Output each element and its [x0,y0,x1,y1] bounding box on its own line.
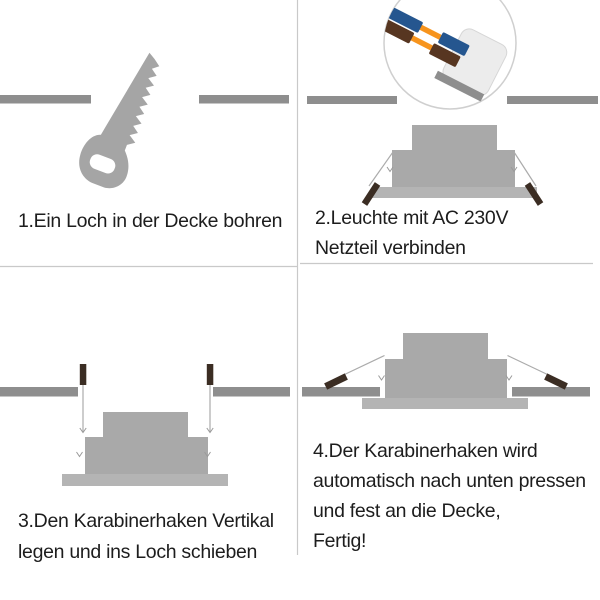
caption-line: und fest an die Decke, [313,500,501,522]
caption-line: 2.Leuchte mit AC 230V [315,207,509,229]
caption-line: legen und ins Loch schieben [18,541,258,563]
ceiling-left-bar [302,387,380,397]
panel1-illustration [0,43,289,194]
anchor-mark-left [379,376,385,381]
ceiling-right-bar [199,95,289,104]
clip-wire-left [369,152,393,186]
lamp-body [392,150,515,187]
ceiling-right-bar [507,96,598,104]
lamp-trim-ring [362,398,528,409]
caption-line: automatisch nach unten pressen [313,470,586,492]
lamp-trim-ring [62,474,228,486]
lamp-driver-box [403,333,488,359]
step3-caption [18,506,274,568]
caption-line: 3.Den Karabinerhaken Vertikal [18,510,274,532]
saw-blade-and-handle [72,43,171,194]
step2-caption [315,203,508,263]
anchor-mark-left-side [77,452,83,457]
ceiling-right-bar [512,387,590,397]
step1-caption [18,206,282,236]
ceiling-left-bar [307,96,397,104]
ceiling-left-bar [0,387,78,397]
clip-tip-right [207,364,214,385]
lamp-driver-box [412,125,497,150]
spring-clip-tips [80,364,214,385]
lamp-body [85,437,208,474]
caption-line: 1.Ein Loch in der Decke bohren [18,210,283,232]
caption-line: 4.Der Karabinerhaken wird [313,440,538,462]
lamp-body [385,359,507,398]
clip-wire-right [514,152,536,186]
panel4-illustration [302,333,590,409]
step4-caption [313,436,586,556]
clip-tip-left [80,364,87,385]
caption-line: Fertig! [313,530,367,552]
panel3-illustration [0,364,290,486]
ceiling-with-hole [0,387,290,397]
caption-line: Netzteil verbinden [315,237,466,259]
lamp-trim-ring [372,187,537,198]
saw-icon [72,43,171,194]
downlight-lamp [362,333,528,409]
ceiling-right-bar [213,387,290,397]
downlight-lamp [372,125,537,198]
downlight-lamp [62,412,228,486]
panel2-illustration [307,0,598,206]
lamp-driver-box [103,412,188,437]
ceiling-left-bar [0,95,91,104]
